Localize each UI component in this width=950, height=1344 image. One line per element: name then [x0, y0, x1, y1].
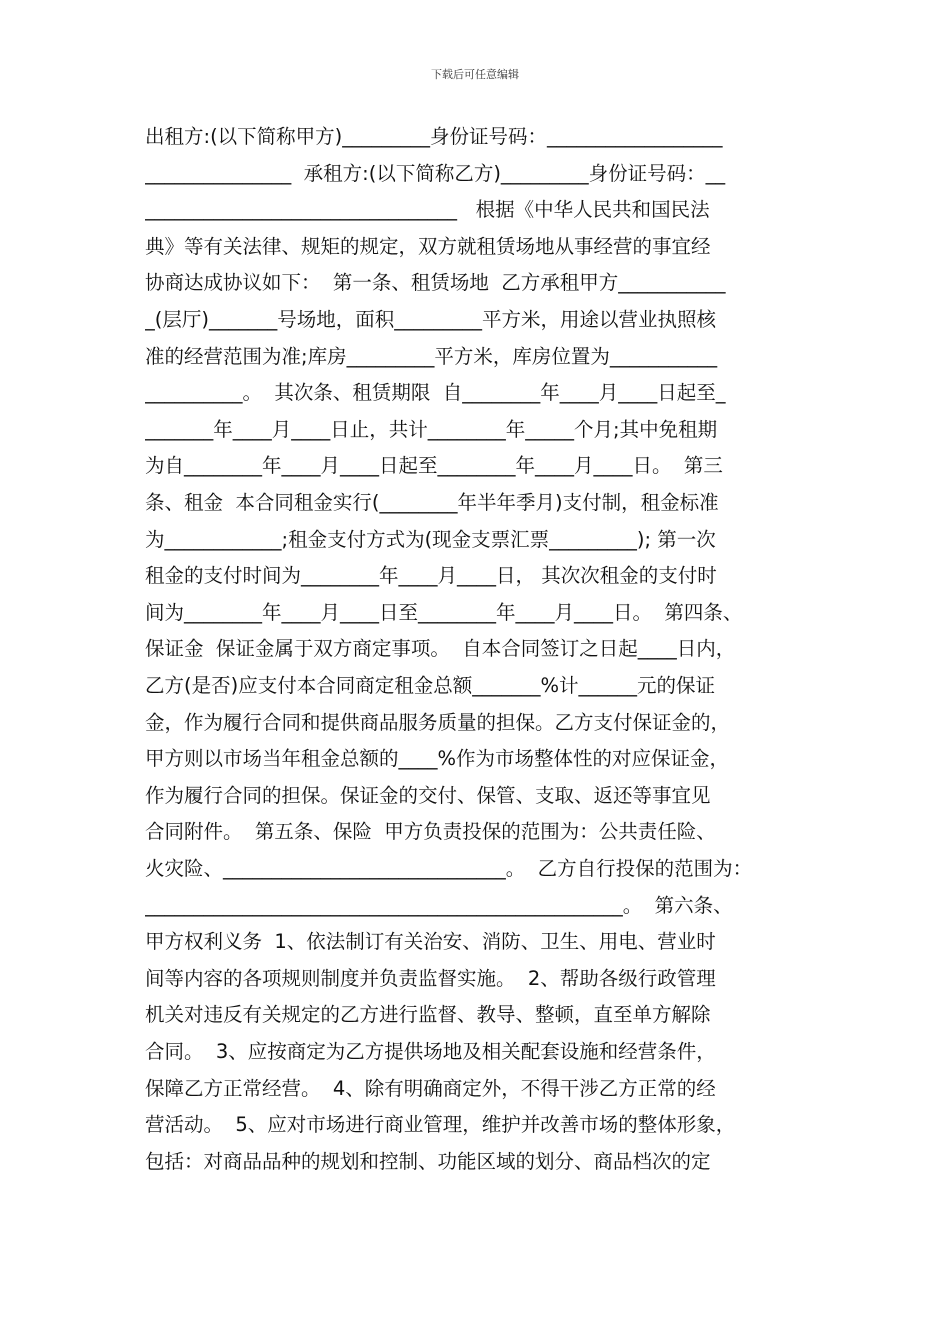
text-line: _________________________________________________。 第六条、: [145, 893, 733, 917]
text-line: 合同。 3、应按商定为乙方提供场地及相关配套设施和经营条件，: [145, 1040, 716, 1063]
text-line: 包括：对商品品种的规划和控制、功能区域的划分、商品档次的定: [145, 1149, 711, 1173]
text-line: 保障乙方正常经营。 4、除有明确商定外，不得干涉乙方正常的经: [145, 1076, 716, 1100]
page-header: 下载后可任意编辑: [431, 68, 519, 81]
text-line: 间等内容的各项规则制度并负责监督实施。 2、帮助各级行政管理: [145, 966, 716, 990]
text-line: 作为履行合同的担保。保证金的交付、保管、支取、返还等事宜见: [145, 783, 711, 807]
text-line: 为自________年____月____日起至________年____月____日。 第三: [145, 454, 723, 478]
text-line: 营活动。 5、应对市场进行商业管理，维护并改善市场的整体形象，: [145, 1113, 736, 1137]
text-line: 为____________;租金支付方式为(现金支票汇票_________); 第一次: [145, 527, 716, 551]
text-line: 机关对违反有关规定的乙方进行监督、教导、整顿，直至单方解除: [145, 1003, 711, 1027]
text-line: 准的经营范围为准;库房_________平方米，库房位置为___________: [145, 344, 718, 368]
text-line: 间为________年____月____日至________年____月____日。 第四条、: [145, 600, 743, 624]
text-line: 出租方:(以下简称甲方)_________身份证号码：__________________: [145, 125, 723, 148]
text-line: 乙方(是否)应支付本合同商定租金总额_______%计______元的保证: [145, 674, 715, 697]
text-line: 金，作为履行合同和提供商品服务质量的担保。乙方支付保证金的，: [145, 710, 731, 734]
text-line: 火灾险、_____________________________。 乙方自行投保的范围为：: [145, 857, 753, 880]
text-line: _______________ 承租方:(以下简称乙方)_________身份证号码：__: [145, 161, 726, 185]
text-line: 条、租金 本合同租金实行(________年半年季月)支付制，租金标准: [145, 491, 719, 514]
text-line: 租金的支付时间为________年____月____日， 其次次租金的支付时: [145, 564, 717, 588]
text-line: 保证金 保证金属于双方商定事项。 自本合同签订之日起____日内，: [145, 637, 736, 661]
text-line: 甲方权利义务 1、依法制订有关治安、消防、卫生、用电、营业时: [145, 930, 716, 954]
text-line: __________。 其次条、租赁期限 自________年____月____日起至_: [145, 381, 726, 405]
text-line: _______年____月____日止，共计________年_____个月;其中免租期: [145, 417, 718, 441]
text-line: 甲方则以市场当年租金总额的____%作为市场整体性的对应保证金，: [145, 747, 730, 771]
text-line: 典》等有关法律、规矩的规定，双方就租赁场地从事经营的事宜经: [145, 234, 711, 258]
text-line: ________________________________ 根据《中华人民共和国民法: [145, 198, 710, 222]
text-line: _(层厅)_______号场地，面积_________平方米，用途以营业执照核: [145, 308, 716, 331]
text-line: 协商达成协议如下： 第一条、租赁场地 乙方承租甲方___________: [145, 271, 726, 295]
text-line: 合同附件。 第五条、保险 甲方负责投保的范围为：公共责任险、: [145, 820, 716, 844]
